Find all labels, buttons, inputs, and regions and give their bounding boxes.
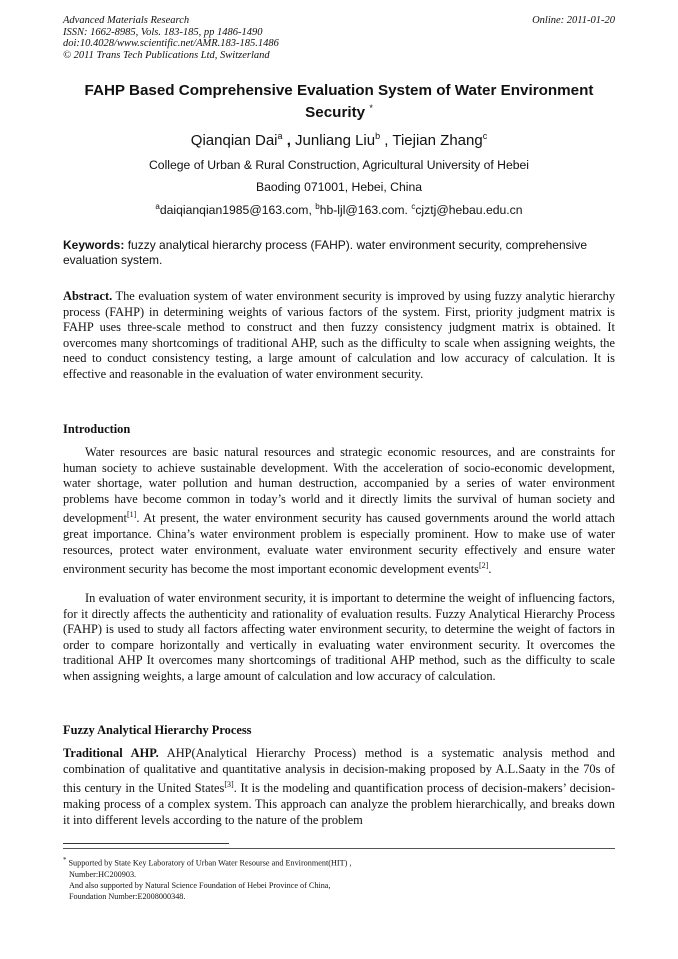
abstract <box>63 289 615 383</box>
author-list: Qianqian Dai$^a$ , Junliang Liu$^b$ , Tiejian Zhang$^c$ <box>190 131 488 149</box>
author-1: Qianqian Dai <box>190 132 278 149</box>
abstract-text: The evaluation system of water environment security is improved by using fuzzy analytic hierarchy process (FAHP) in determining weights of various factors of the system. First, priority judgment matrix is FAHP uses three-scale method to construct and then fuzzy consistency judgment matrix is obtained. It overcomes many shortcomings of traditional AHP, such as the difficulty to scale when assigning weights, the need to conduct consistency testing, a large amount of calculation and low accuracy of calculation. It is effective and reasonable in the evaluation of water environment security. <box>63 289 616 381</box>
email-a-sup: a <box>155 202 160 211</box>
email-b: hb-ljl@163.com. <box>319 203 408 218</box>
doi-line: doi:10.4028/www.scientific.net/AMR.183-185.1486 <box>63 38 279 49</box>
issn-line: ISSN: 1662-8985, Vols. 183-185, pp 1486-1490 <box>63 26 263 38</box>
footnote-line-2: Number:HC200903. <box>69 869 137 879</box>
affiliation-line-1: College of Urban & Rural Construction, Agricultural University of Hebei <box>148 158 529 172</box>
footnote-line-1: Supported by State Key Laboratory of Urban Water Resourse and Environment(HIT) , <box>68 858 352 868</box>
abstract-label: Abstract. <box>63 289 113 303</box>
intro-p1-text-a: Water resources are basic natural resources and strategic economic resources, and are constraints for human society to achieve sustainable development. With the acceleration of socio-economic development, water shortage, water pollution and human destruction, accompanied by a series of water environment problems have become common in today’s world and it directly limits the survival of human society and development <box>63 445 615 526</box>
paper-title-text: FAHP Based Comprehensive Evaluation System of Water Environment Security <box>84 82 594 121</box>
citation-2: [2] <box>479 561 489 571</box>
copyright-line: © 2011 Trans Tech Publications Ltd, Switzerland <box>63 49 270 61</box>
footnote <box>63 855 615 903</box>
introduction-paragraph-1 <box>63 445 615 578</box>
traditional-ahp-label: Traditional AHP. <box>63 746 159 760</box>
intro-p1-text-c: . <box>488 562 492 577</box>
author-3: Tiejian Zhang <box>392 132 483 149</box>
intro-p1-text-b: . At present, the water environment security has caused governments around the world attach great importance. China’s water environment problem is especially prominent. How to make use of water resources, protect water environment, evaluate water environment security effectively and ensure water environment security has become the most important economic development events <box>63 511 615 577</box>
author-1-sup: a <box>277 131 283 141</box>
ahp-text-b: . It is the modeling and quantification process of decision-makers’ decision-making process of a complex system. This approach can analyze the problem hierarchically, and breaks down it into different levels according to the nature of the problem <box>63 781 616 827</box>
footnote-line-4: Foundation Number:E2008000348. <box>69 892 186 902</box>
ahp-text-a: AHP(Analytical Hierarchy Process) method is a systematic analysis method and combination of qualitative and quantitative analysis in decision-making proposed by A.L.Saaty in the 70s of this century in the United States <box>63 746 615 796</box>
footnote-separator <box>63 843 229 844</box>
author-emails <box>63 202 615 217</box>
online-date: Online: 2011-01-20 <box>532 15 615 26</box>
email-c: cjztj@hebau.edu.cn <box>415 203 523 218</box>
paper-title <box>63 82 615 121</box>
author-2: Junliang Liu <box>295 132 376 149</box>
traditional-ahp-paragraph <box>63 746 615 828</box>
footnote-rule <box>63 848 615 849</box>
footnote-line-3: And also supported by Natural Science Foundation of Hebei Province of China, <box>69 881 331 891</box>
keywords-text: fuzzy analytical hierarchy process (FAHP). water environment security, comprehensive evaluation system. <box>63 238 587 267</box>
email-c-sup: c <box>411 202 416 211</box>
citation-1: [1] <box>127 510 137 520</box>
email-a: daiqianqian1985@163.com, <box>159 203 312 218</box>
email-b-sup: b <box>315 202 320 211</box>
introduction-paragraph-2: In evaluation of water environment security, it is important to determine the weight of influencing factors, for it directly affects the authenticity and rationality of evaluation results. Fuzzy Analytical Hierarchy Process (FAHP) is used to study all factors affecting water environment security, to determine the weight of factors in order to compare horizontally and vertically in evaluating water environment security. It overcomes the traditional AHP It overcomes many shortcomings of traditional AHP method, such as the difficulty to scale when assigning weights, a large amount of calculation and low accuracy of calculation. <box>63 591 615 683</box>
journal-name: Advanced Materials Research <box>63 15 190 26</box>
fahp-heading: Fuzzy Analytical Hierarchy Process <box>63 723 252 737</box>
keywords-label: Keywords: <box>63 238 125 252</box>
journal-header <box>63 15 279 61</box>
author-2-sup: b <box>375 131 381 141</box>
citation-3: [3] <box>224 780 234 790</box>
keywords <box>63 238 615 268</box>
introduction-heading: Introduction <box>63 422 131 436</box>
affiliation-line-2: Baoding 071001, Hebei, China <box>255 180 422 194</box>
author-3-sup: c <box>482 131 488 141</box>
footnote-mark: * <box>63 857 67 864</box>
title-footnote-mark: * <box>369 102 373 113</box>
